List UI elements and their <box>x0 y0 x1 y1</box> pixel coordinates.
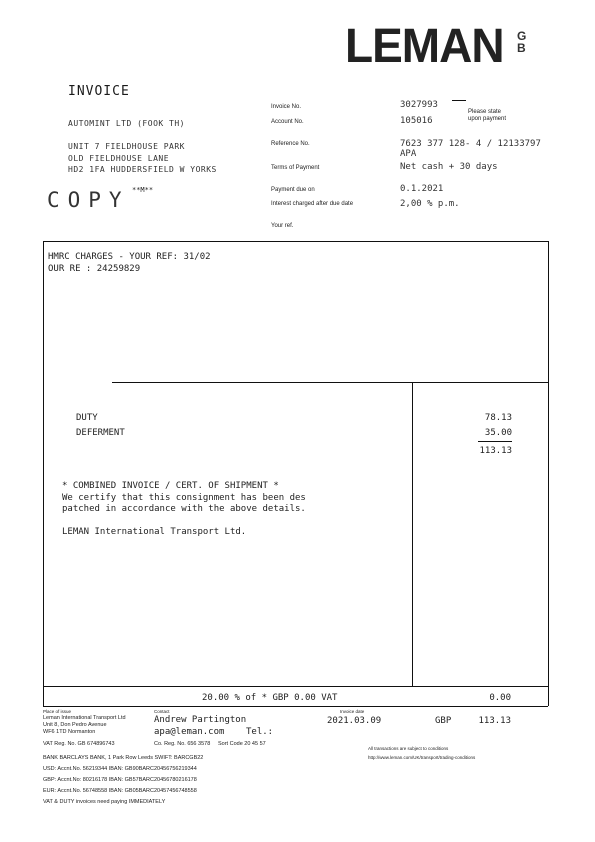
contact-name: Andrew Partington <box>154 715 247 725</box>
value-reference-no: 7623 377 128- 4 / 12133797 <box>400 139 541 149</box>
total-currency: GBP <box>435 716 452 726</box>
please-state-note: Please state upon payment <box>468 109 507 122</box>
copy-stamp: COPY <box>47 188 130 212</box>
bank-details: BANK BARCLAYS BANK, 1 Park Row Leeds SWIFT: BARCGB22 USD: Accnt.No. 56219344 IBAN: GB90BARC20456756219344 GBP: Accnt.No: 80216178 IBAN: GB57BARC20456780216178 EUR: Accnt.No. 56748558 IBAN: GB05BARC20457456748558 <box>43 755 204 794</box>
contact-tel: Tel.: <box>246 727 274 737</box>
line-item-desc-deferment: DEFERMENT <box>76 428 125 438</box>
customer-address: AUTOMINT LTD (FOOK TH) UNIT 7 FIELDHOUSE PARK OLD FIELDHOUSE LANE HD2 1FA HUDDERSFIELD W YORKS <box>68 119 217 174</box>
document-title: INVOICE <box>68 84 130 99</box>
value-interest: 2,00 % p.m. <box>400 199 460 209</box>
value-payment-due: 0.1.2021 <box>400 184 444 194</box>
value-reference-initials: APA <box>400 149 417 159</box>
vat-line: 20.00 % of * GBP 0.00 VAT <box>202 693 338 703</box>
invoice-date-label: Invoice date <box>340 709 365 714</box>
line-item-amount-duty: 78.13 <box>484 413 512 423</box>
issuer-details: Place of issue Leman International Transport Ltd Unit 8, Don Pedro Avenue WF6 1TD Normanton <box>43 709 126 735</box>
value-invoice-no: 3027993 <box>400 100 438 110</box>
label-reference-no: Reference No. <box>271 141 310 147</box>
shipment-certification: * COMBINED INVOICE / CERT. OF SHIPMENT * We certify that this consignment has been des patched in accordance with the above details. LEMAN International Transport Ltd. <box>62 481 306 537</box>
total-amount: 113.13 <box>478 716 511 726</box>
company-logo: LEMAN <box>345 17 504 73</box>
company-logo-country: G B <box>517 29 527 55</box>
invoice-date: 2021.03.09 <box>327 716 382 726</box>
vat-amount: 0.00 <box>489 693 511 703</box>
value-terms: Net cash + 30 days <box>400 162 498 172</box>
label-payment-due: Payment due on <box>271 187 315 193</box>
subtotal-amount: 113.13 <box>479 446 512 456</box>
company-reg-no: Co. Reg. No. 656 3578 <box>154 741 211 747</box>
vat-reg-no: VAT Reg. No. GB 674896743 <box>43 741 115 747</box>
label-account-no: Account No. <box>271 119 304 125</box>
charges-description: HMRC CHARGES - YOUR REF: 31/02 OUR RE : 24259829 <box>48 252 211 274</box>
duty-payment-note: VAT & DUTY invoices need paying IMMEDIATELY <box>43 799 166 805</box>
contact-email: apa@leman.com <box>154 727 225 737</box>
label-your-ref: Your ref. <box>271 223 294 229</box>
value-account-no: 105016 <box>400 116 433 126</box>
label-terms: Terms of Payment <box>271 165 320 171</box>
contact-label: Contact <box>154 709 170 714</box>
sort-code: Sort Code 20 45 57 <box>218 741 266 747</box>
copy-mark: **M** <box>132 186 154 194</box>
trading-conditions-note: All transactions are subject to conditions http://www.leman.com/UK/transport/trading-conditions <box>368 746 476 760</box>
line-item-desc-duty: DUTY <box>76 413 98 423</box>
label-interest: Interest charged after due date <box>271 201 354 207</box>
label-invoice-no: Invoice No. <box>271 104 302 110</box>
line-item-amount-deferment: 35.00 <box>484 428 512 438</box>
